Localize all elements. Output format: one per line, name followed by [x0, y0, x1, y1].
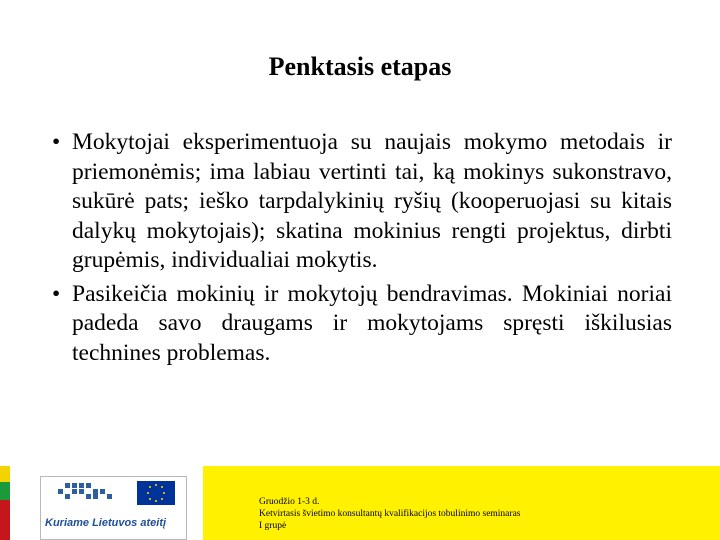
bullet-list — [52, 128, 672, 372]
footer-caption — [259, 496, 520, 532]
slide-title: Penktasis etapas — [268, 52, 452, 81]
eu-flag-icon — [137, 481, 175, 505]
footer-event: Ketvirtasis švietimo konsultantų kvalifikacijos tobulinimo seminaras — [259, 509, 521, 519]
slide-footer — [0, 466, 720, 540]
sponsor-logo — [40, 476, 187, 540]
flag-stripe-yellow — [0, 466, 10, 482]
bullet-marker: • — [52, 280, 61, 307]
logo-slogan: Kuriame Lietuvos ateitį — [45, 517, 167, 529]
bullet-item — [52, 280, 672, 369]
flag-stripe-green — [0, 482, 10, 500]
flag-stripe-red — [0, 500, 10, 540]
bullet-text: Pasikeičia mokinių ir mokytojų bendravimas. Mokiniai noriai padeda savo draugams ir mokytojams spręsti iškilusias technines problemas. — [72, 280, 672, 366]
bullet-item — [52, 128, 672, 276]
bullet-text: Mokytojai eksperimentuoja su naujais mokymo metodais ir priemonėmis; ima labiau vertinti tai, ką mokinys sukonstravo, sukūrė pats; ieško tarpdalykinių ryšių (kooperuojasi su kitais dalykų mokytojais); skatina mokinius rengti projektus, dirbti grupėmis, individualiai mokytis. — [72, 129, 672, 273]
footer-band — [203, 466, 720, 540]
bullet-marker: • — [52, 129, 61, 155]
footer-group: I grupė — [259, 521, 287, 531]
footer-date: Gruodžio 1-3 d. — [259, 497, 320, 507]
esf-logo-icon — [55, 483, 113, 499]
